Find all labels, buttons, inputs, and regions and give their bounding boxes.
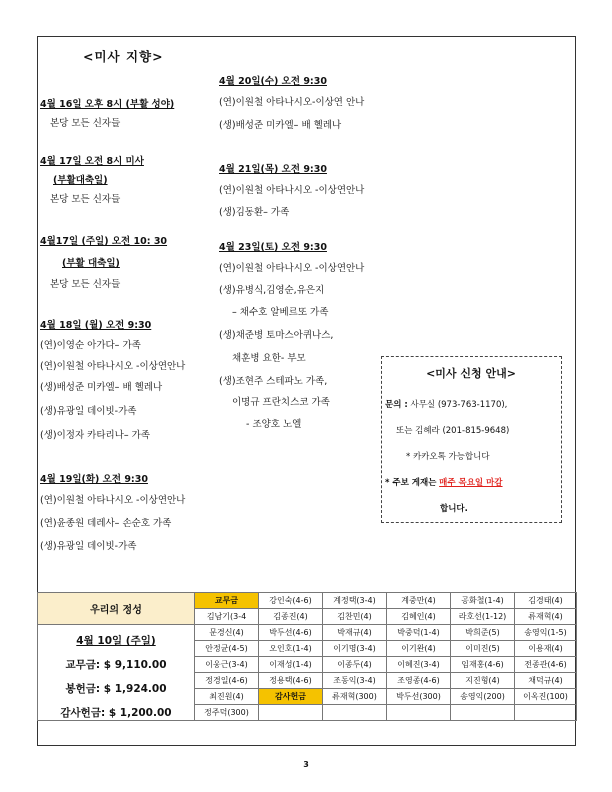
notice-title: <미사 신청 안내>	[426, 367, 516, 380]
mass-head: 4월 18일 (월) 오전 9:30	[40, 320, 152, 331]
grid-cell: 계중만(4)	[387, 593, 451, 609]
grid-cell: 정주덕(300)	[195, 705, 259, 721]
grid-cell: 박재규(4)	[323, 625, 387, 641]
grid-cell: 송영익(200)	[451, 689, 515, 705]
grid-cell: 이용재(4)	[515, 641, 577, 657]
grid-cell: 김남기(3-4	[195, 609, 259, 625]
mass-request-notice	[381, 356, 562, 523]
grid-cell	[323, 705, 387, 721]
grid-cell: 김혜인(4)	[387, 609, 451, 625]
deadline-text: 매주 목요일 마감	[439, 478, 503, 488]
mass-head: 4월 16일 오후 8시 (부활 성야)	[40, 99, 175, 110]
mass-line: (연)이원철 아타나시오-이상연 안나	[219, 97, 365, 108]
mass-line: 본당 모든 신자들	[50, 194, 121, 205]
grid-cell: 박희준(5)	[451, 625, 515, 641]
mass-head: 4월 17일 오전 8시 미사	[40, 156, 144, 167]
mass-sub: (부활 대축일)	[62, 258, 120, 269]
grid-cell: 이기완(4)	[387, 641, 451, 657]
offering-total: 교무금: $ 9,110.00	[65, 659, 167, 671]
mass-sub: (부활대축일)	[53, 175, 108, 186]
grid-cell: 박두선(4-6)	[259, 625, 323, 641]
grid-cell: 이웅근(3-4)	[195, 657, 259, 673]
grid-cell: 박두선(300)	[387, 689, 451, 705]
grid-cell: 류재혁(4)	[515, 609, 577, 625]
notice-line: 합니다.	[440, 504, 468, 514]
grid-cell: 정용택(4-6)	[259, 673, 323, 689]
grid-cell: 조동익(3-4)	[323, 673, 387, 689]
grid-cell: 이재성(1-4)	[259, 657, 323, 673]
grid-cell: 전종관(4-6)	[515, 657, 577, 673]
mass-line: (연)이영순 아가다– 가족	[40, 340, 141, 351]
notice-line: * 카카오톡 가능합니다	[406, 452, 490, 462]
mass-line: 본당 모든 신자들	[50, 279, 121, 290]
grid-cell: 정경일(4-6)	[195, 673, 259, 689]
mass-head: 4월 20일(수) 오전 9:30	[219, 76, 327, 87]
mass-line: 채훈병 요한- 부모	[232, 353, 306, 364]
offering-table	[37, 592, 577, 721]
offering-summary	[38, 625, 195, 721]
offering-date: 4월 10일 (주일)	[76, 635, 156, 647]
grid-cell: 강인숙(4-6)	[259, 593, 323, 609]
grid-cell: 류재혁(300)	[323, 689, 387, 705]
grid-cell: 라호선(1-12)	[451, 609, 515, 625]
grid-cell: 지진형(4)	[451, 673, 515, 689]
grid-cell: 이미진(5)	[451, 641, 515, 657]
notice-line: 또는 김혜라 (201-815-9648)	[396, 426, 510, 436]
grid-cell	[451, 705, 515, 721]
grid-cell: 오인호(1-4)	[259, 641, 323, 657]
grid-cell: 김경태(4)	[515, 593, 577, 609]
mass-head: 4월 23일(토) 오전 9:30	[219, 242, 327, 253]
mass-line: (생)유광일 데이빗-가족	[40, 541, 137, 552]
grid-cell: 문경신(4)	[195, 625, 259, 641]
mass-line: 본당 모든 신자들	[50, 118, 121, 129]
mass-line: (연)이원철 아타나시오 -이상연안나	[40, 495, 186, 506]
notice-line: * 주보 게재는	[385, 478, 437, 488]
grid-cell: 조영종(4-6)	[387, 673, 451, 689]
grid-cell: 최진원(4)	[195, 689, 259, 705]
grid-cell	[387, 705, 451, 721]
mass-line: (연)윤종원 데레사– 손순호 가족	[40, 518, 172, 529]
grid-cell: 이혜진(3-4)	[387, 657, 451, 673]
grid-cell: 송영익(1-5)	[515, 625, 577, 641]
mass-line: (생)이정자 카타리나– 가족	[40, 430, 150, 441]
grid-cell: 채덕규(4)	[515, 673, 577, 689]
grid-cell: 계정택(3-4)	[323, 593, 387, 609]
offering-total: 감사헌금: $ 1,200.00	[60, 707, 172, 719]
mass-line: (생)유병식,김영순,유은지	[219, 285, 325, 296]
mass-line: (연)이원철 아타나시오 -이상연안나	[219, 185, 365, 196]
grid-cell: 교무금	[195, 593, 259, 609]
grid-cell: 임재홍(4-6)	[451, 657, 515, 673]
grid-cell: 김찬민(4)	[323, 609, 387, 625]
mass-line: (연)이원철 아타나시오 -이상연안나	[40, 361, 186, 372]
mass-line: (생)배성준 미카엘– 배 헬레나	[219, 120, 342, 131]
mass-line: - 조양호 노엘	[246, 419, 302, 430]
grid-cell	[515, 705, 577, 721]
grid-cell: 박중덕(1-4)	[387, 625, 451, 641]
grid-cell: 김종진(4)	[259, 609, 323, 625]
inquiry-text: 사무실 (973-763-1170),	[410, 400, 508, 410]
grid-cell: 이종두(4)	[323, 657, 387, 673]
mass-line: (생)유광일 데이빗-가족	[40, 406, 137, 417]
mass-line: (생)채준병 토마스아퀴나스,	[219, 330, 334, 341]
inquiry-label: 문의 :	[385, 400, 408, 410]
page-number: 3	[303, 760, 309, 769]
mass-line: (생)배성준 미카엘– 배 헬레나	[40, 382, 163, 393]
grid-cell: 안정균(4-5)	[195, 641, 259, 657]
offering-title: 우리의 정성	[38, 593, 195, 625]
mass-line: (연)이원철 아타나시오 -이상연안나	[219, 263, 365, 274]
grid-cell: 감사헌금	[259, 689, 323, 705]
offering-total: 봉헌금: $ 1,924.00	[65, 683, 167, 695]
mass-line: – 채수호 알베르또 가족	[232, 307, 329, 318]
mass-line: 이명규 프란치스코 가족	[232, 397, 330, 408]
mass-line: (생)조현주 스테파노 가족,	[219, 376, 328, 387]
intentions-title: <미사 지향>	[83, 49, 164, 64]
grid-cell	[259, 705, 323, 721]
mass-line: (생)김동환– 가족	[219, 207, 290, 218]
mass-head: 4월 21일(목) 오전 9:30	[219, 164, 327, 175]
grid-cell: 이옥진(100)	[515, 689, 577, 705]
mass-head: 4월17일 (주일) 오전 10: 30	[40, 236, 168, 247]
grid-cell: 이기명(3-4)	[323, 641, 387, 657]
grid-cell: 공화철(1-4)	[451, 593, 515, 609]
mass-head: 4월 19일(화) 오전 9:30	[40, 474, 148, 485]
